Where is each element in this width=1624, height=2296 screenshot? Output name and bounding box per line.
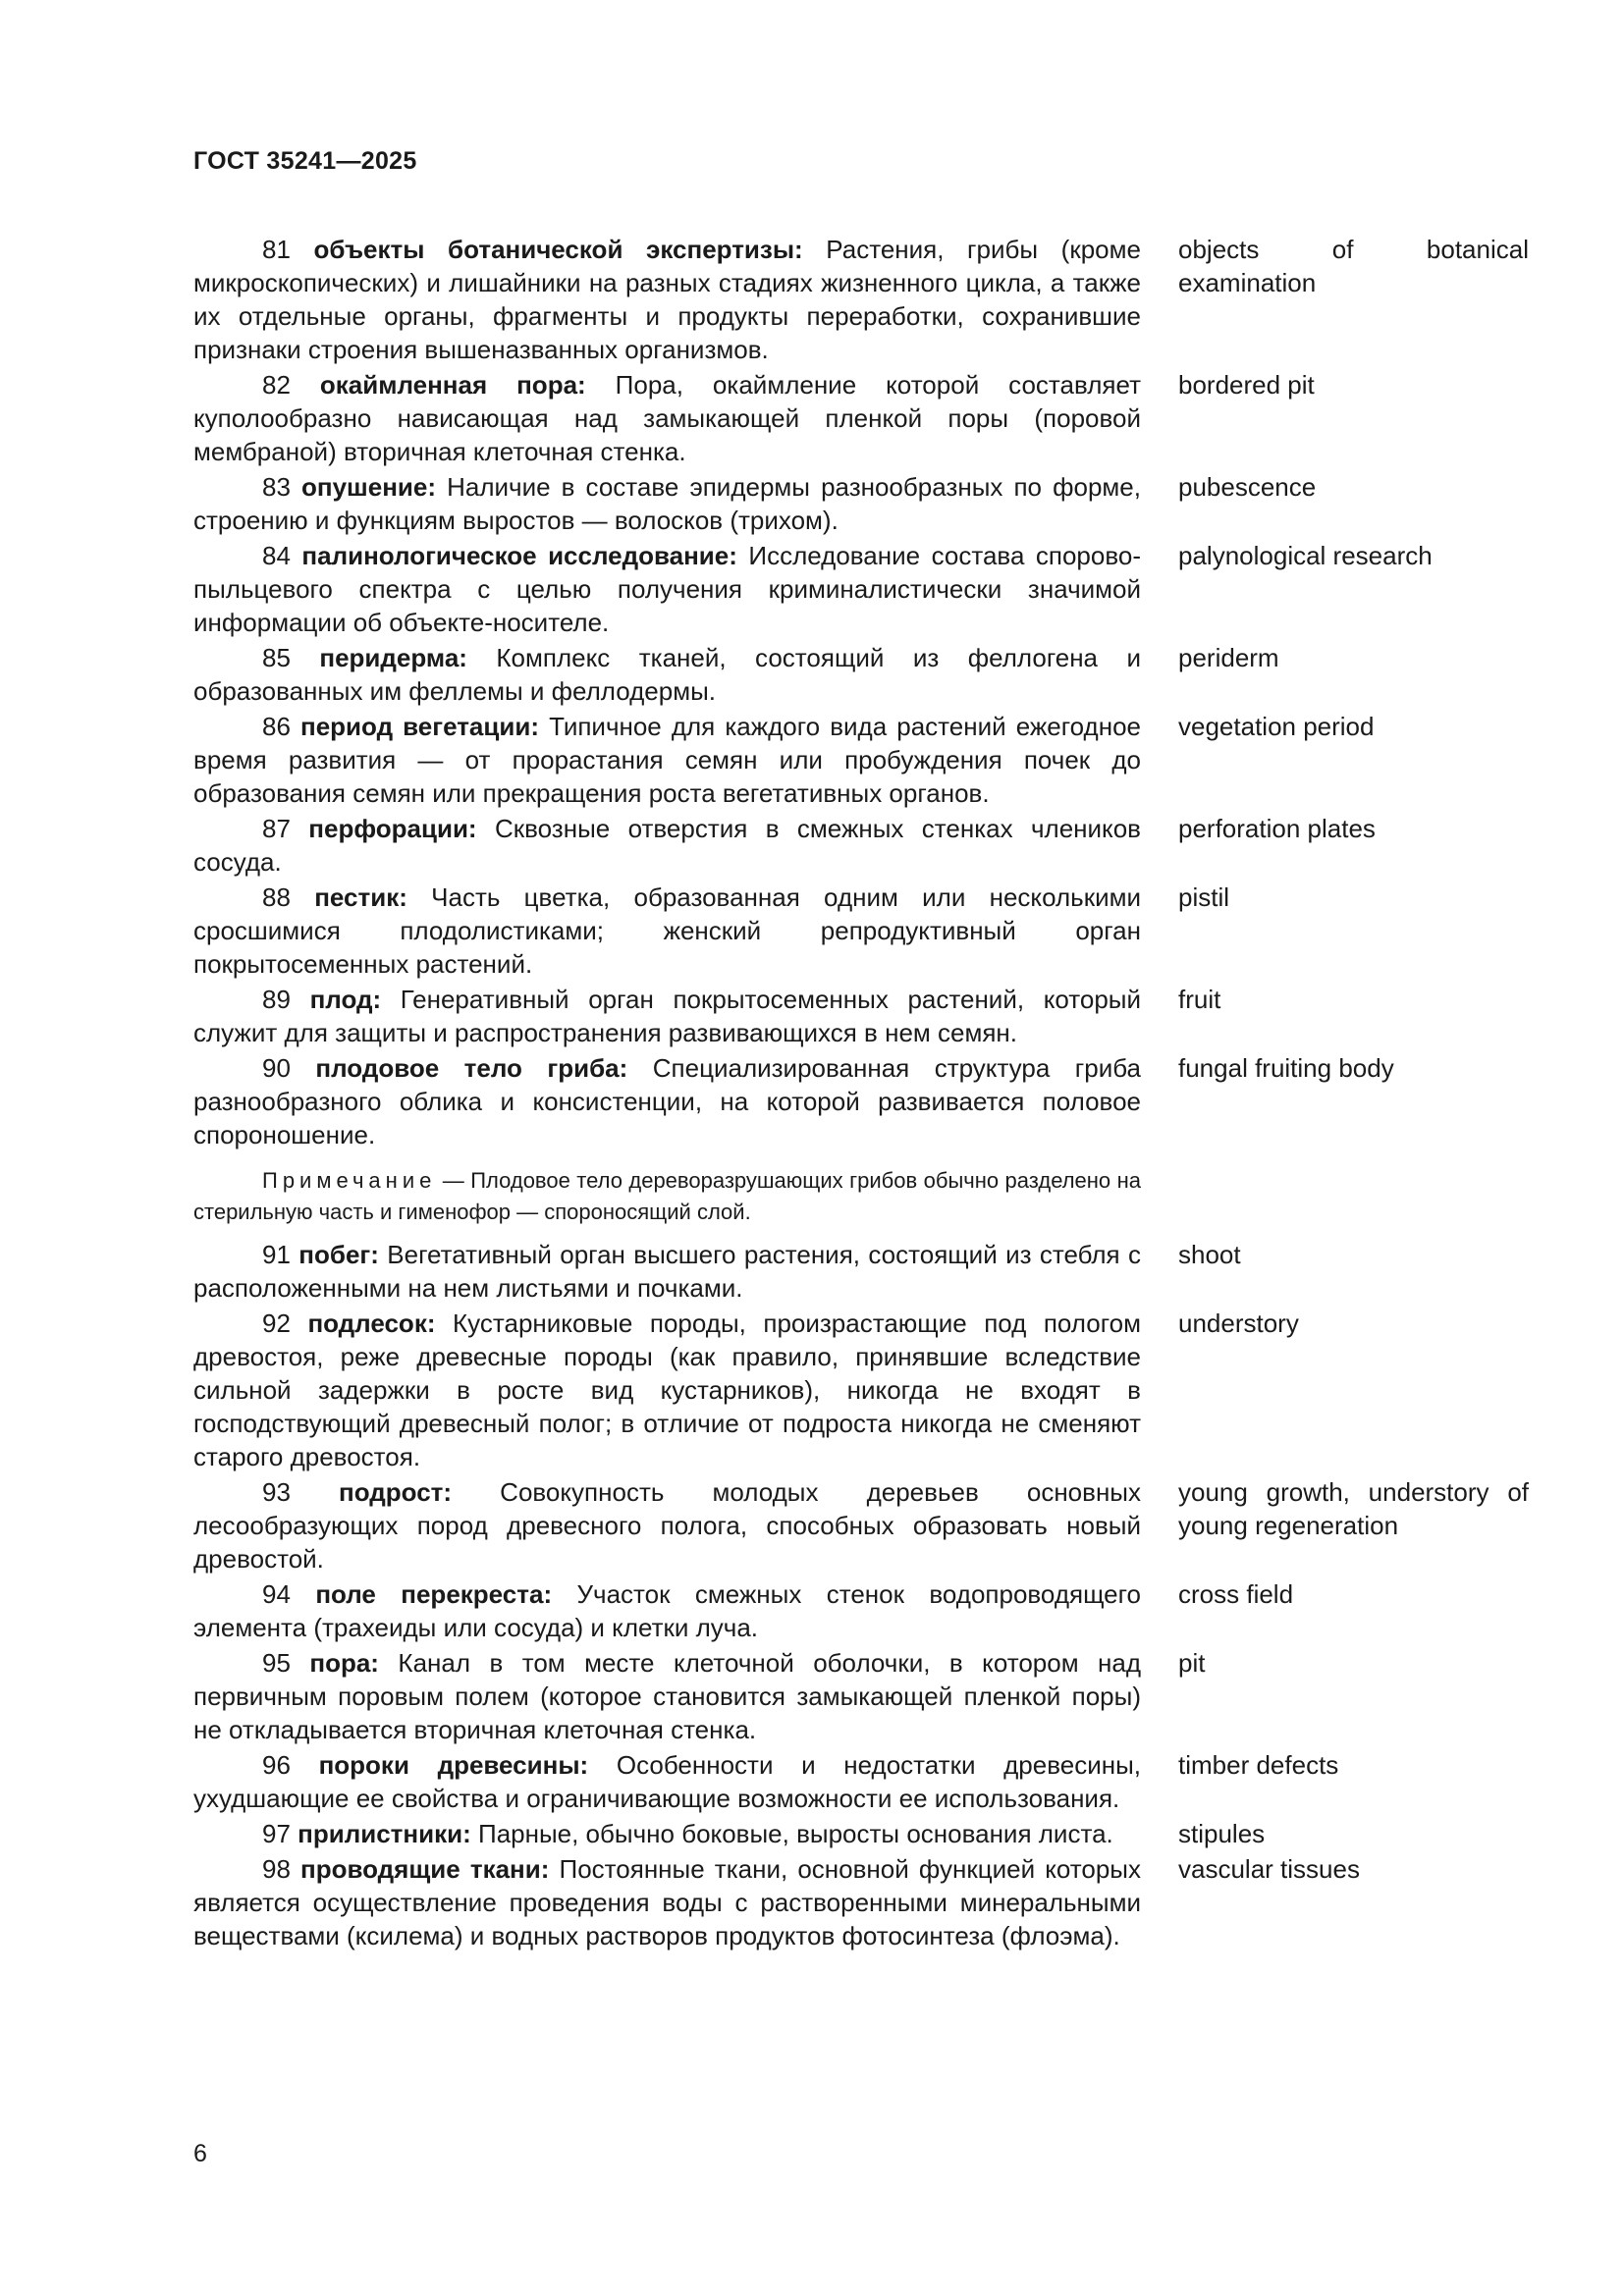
page-number: 6 xyxy=(193,2140,207,2167)
glossary-entry-84 xyxy=(193,539,1529,639)
entry-english-term: fruit xyxy=(1178,985,1221,1014)
entry-number: 96 xyxy=(262,1750,291,1780)
glossary-entry-82 xyxy=(193,368,1529,468)
entry-english-term: palynological research xyxy=(1178,541,1433,570)
entry-english-term: shoot xyxy=(1178,1240,1241,1269)
entry-number: 91 xyxy=(262,1240,291,1269)
entry-english-term: fungal fruiting body xyxy=(1178,1053,1394,1083)
entry-term: перфорации: xyxy=(308,814,477,843)
entry-term: окаймленная пора: xyxy=(319,370,586,400)
entry-definition: Постоянные ткани, основной функцией которых является осуществление проведения воды с растворенными минеральными веществами (ксилема) и водных растворов продуктов фотосинтеза (флоэма). xyxy=(193,1854,1141,1950)
entry-russian xyxy=(193,1817,1141,1850)
glossary-entry-85 xyxy=(193,641,1529,708)
entry-term: побег: xyxy=(298,1240,379,1269)
note xyxy=(193,1165,1141,1228)
entry-russian xyxy=(193,1748,1141,1815)
entry-russian xyxy=(193,710,1141,810)
entry-term: пора: xyxy=(309,1648,379,1678)
glossary-entry-96 xyxy=(193,1748,1529,1815)
entry-definition: Наличие в составе эпидермы разнообразных по форме, строению и функциям выростов — волосков (трихом). xyxy=(193,472,1141,535)
glossary-entry-87 xyxy=(193,812,1529,879)
entry-term: пестик: xyxy=(314,882,407,912)
entry-russian xyxy=(193,641,1141,708)
glossary-entry-98 xyxy=(193,1852,1529,1952)
glossary-entry-89 xyxy=(193,983,1529,1049)
entry-number: 87 xyxy=(262,814,291,843)
entry-definition: Комплекс тканей, состоящий из феллогена и образованных им феллемы и феллодермы. xyxy=(193,643,1141,706)
entry-definition: Специализированная структура гриба разнообразного облика и консистенции, на которой развивается половое спороношение. xyxy=(193,1053,1141,1149)
glossary-entry-88 xyxy=(193,881,1529,981)
glossary-entry-90 xyxy=(193,1051,1529,1151)
entry-definition: Особенности и недостатки древесины, ухудшающие ее свойства и ограничивающие возможности ее использования. xyxy=(193,1750,1141,1813)
glossary-entry-93 xyxy=(193,1475,1529,1575)
entry-english-term: periderm xyxy=(1178,643,1279,672)
entry-number: 83 xyxy=(262,472,291,502)
entry-english-term: vegetation period xyxy=(1178,712,1375,741)
glossary-entry-86 xyxy=(193,710,1529,810)
entry-english-term: stipules xyxy=(1178,1819,1266,1848)
entry-russian xyxy=(193,881,1141,981)
entry-term: плод: xyxy=(309,985,382,1014)
entry-number: 90 xyxy=(262,1053,291,1083)
entry-number: 85 xyxy=(262,643,291,672)
entry-number: 84 xyxy=(262,541,291,570)
entry-english-term: vascular tissues xyxy=(1178,1854,1360,1884)
standard-header: ГОСТ 35241—2025 xyxy=(193,147,417,175)
entry-term: подлесок: xyxy=(307,1308,436,1338)
entry-english-term: understory xyxy=(1178,1308,1299,1338)
glossary-entry-94 xyxy=(193,1577,1529,1644)
entry-russian xyxy=(193,233,1141,366)
note-text: — Плодовое тело дереворазрушающих грибов обычно разделено на стерильную часть и гименофор — спороносящий слой. xyxy=(193,1168,1141,1224)
entry-number: 81 xyxy=(262,235,291,264)
entry-term: плодовое тело гриба: xyxy=(315,1053,628,1083)
entry-english-term: perforation plates xyxy=(1178,814,1376,843)
entry-english-term: timber defects xyxy=(1178,1750,1339,1780)
entry-number: 89 xyxy=(262,985,291,1014)
entry-definition: Растения, грибы (кроме микроскопических) и лишайники на разных стадиях жизненного цикла, а также их отдельные органы, фрагменты и продукты переработки, сохранившие признаки строения вышеназванных организмов. xyxy=(193,235,1141,364)
glossary-entry-95 xyxy=(193,1646,1529,1746)
entry-definition: Исследование состава спорово-пыльцевого спектра с целью получения криминалистически значимой информации об объекте-носителе. xyxy=(193,541,1141,637)
entry-russian xyxy=(193,1852,1141,1952)
entry-number: 92 xyxy=(262,1308,291,1338)
entry-term: пороки древесины: xyxy=(318,1750,589,1780)
note-label: Примечание xyxy=(262,1168,437,1193)
entry-number: 95 xyxy=(262,1648,291,1678)
entry-english-term: pit xyxy=(1178,1648,1206,1678)
entry-definition: Пора, окаймление которой составляет куполообразно нависающая над замыкающей пленкой поры (поровой мембраной) вторичная клеточная стенка. xyxy=(193,370,1141,466)
glossary-entry-81 xyxy=(193,233,1529,366)
entry-russian xyxy=(193,1577,1141,1644)
entry-russian xyxy=(193,368,1141,468)
entry-definition: Типичное для каждого вида растений ежегодное время развития — от прорастания семян или пробуждения почек до образования семян или прекращения роста вегетативных органов. xyxy=(193,712,1141,808)
entry-definition: Участок смежных стенок водопроводящего элемента (трахеиды или сосуда) и клетки луча. xyxy=(193,1579,1142,1642)
glossary-entry-97 xyxy=(193,1817,1529,1850)
entry-term: поле перекреста: xyxy=(315,1579,553,1609)
entry-definition: Сквозные отверстия в смежных стенках члеников сосуда. xyxy=(193,814,1141,877)
entry-russian xyxy=(193,470,1141,537)
entry-definition: Вегетативный орган высшего растения, состоящий из стебля с расположенными на нем листьями и почками. xyxy=(193,1240,1142,1303)
entry-number: 88 xyxy=(262,882,291,912)
entry-english-term: pistil xyxy=(1178,882,1230,912)
entry-definition: Часть цветка, образованная одним или несколькими сросшимися плодолистиками; женский репродуктивный орган покрытосеменных растений. xyxy=(193,882,1142,979)
entry-number: 82 xyxy=(262,370,291,400)
entry-definition: Парные, обычно боковые, выросты основания листа. xyxy=(478,1819,1113,1848)
entry-number: 94 xyxy=(262,1579,291,1609)
entry-term: объекты ботанической экспертизы: xyxy=(313,235,803,264)
entry-number: 97 xyxy=(262,1819,291,1848)
entry-definition: Канал в том месте клеточной оболочки, в котором над первичным поровым полем (которое становится замыкающей пленкой поры) не откладывается вторичная клеточная стенка. xyxy=(193,1648,1142,1744)
glossary-entry-83 xyxy=(193,470,1529,537)
entry-english-term: cross field xyxy=(1178,1579,1294,1609)
entry-term: период вегетации: xyxy=(300,712,539,741)
glossary-entry-91 xyxy=(193,1238,1529,1305)
entry-russian xyxy=(193,539,1141,639)
entry-term: палинологическое исследование: xyxy=(301,541,737,570)
entry-russian xyxy=(193,1051,1141,1151)
entry-russian xyxy=(193,1475,1141,1575)
entry-number: 98 xyxy=(262,1854,291,1884)
entry-definition: Генеративный орган покрытосеменных растений, который служит для защиты и распространения развивающихся в нем семян. xyxy=(193,985,1142,1047)
entry-term: опушение: xyxy=(301,472,436,502)
entry-english-term: pubescence xyxy=(1178,472,1317,502)
entry-english-term: young growth, understory of young regeneration xyxy=(1178,1477,1529,1540)
entry-russian xyxy=(193,1646,1141,1746)
entry-definition: Кустарниковые породы, произрастающие под пологом древостоя, реже древесные породы (как правило, принявшие вследствие сильной задержки в росте вид кустарников), никогда не входят в господствующий древесный полог; в отличие от подроста никогда не сменяют старого древостоя. xyxy=(193,1308,1141,1471)
entry-number: 86 xyxy=(262,712,291,741)
entry-term: прилистники: xyxy=(298,1819,471,1848)
entry-russian xyxy=(193,1307,1141,1473)
entry-russian xyxy=(193,983,1141,1049)
entry-term: перидерма: xyxy=(319,643,467,672)
entry-term: проводящие ткани: xyxy=(300,1854,550,1884)
entry-term: подрост: xyxy=(339,1477,453,1507)
entry-russian xyxy=(193,1238,1141,1305)
entry-definition: Совокупность молодых деревьев основных лесообразующих пород древесного полога, способных образовать новый древостой. xyxy=(193,1477,1141,1574)
entry-english-term: objects of botanical examination xyxy=(1178,235,1529,297)
entry-number: 93 xyxy=(262,1477,291,1507)
entry-russian xyxy=(193,812,1141,879)
entry-english-term: bordered pit xyxy=(1178,370,1315,400)
glossary-entry-92 xyxy=(193,1307,1529,1473)
glossary-entries xyxy=(193,233,1529,1954)
